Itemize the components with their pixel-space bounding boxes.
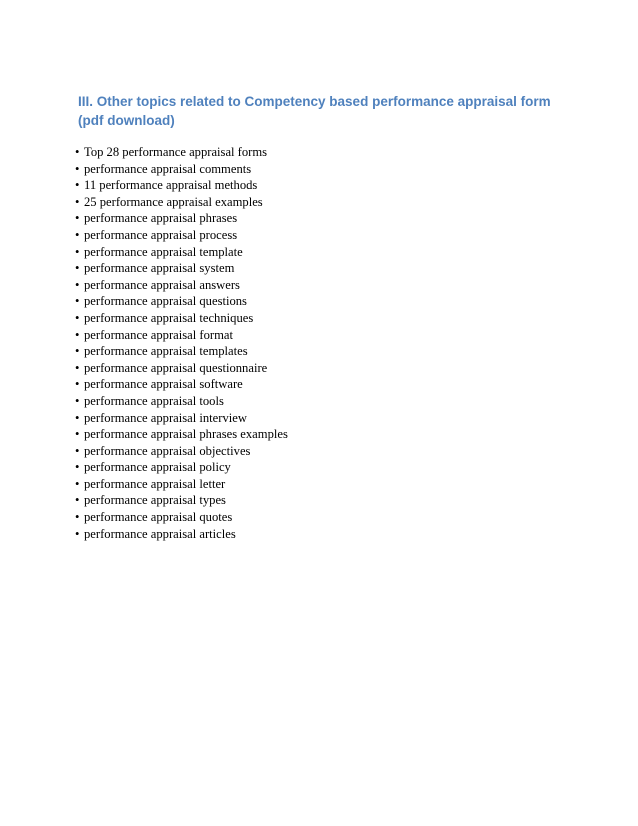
bullet-icon: • <box>75 310 80 325</box>
list-item-text: performance appraisal interview <box>84 410 247 425</box>
list-item <box>75 426 288 443</box>
list-item-text: performance appraisal objectives <box>84 443 251 458</box>
bullet-icon: • <box>75 344 80 359</box>
bullet-icon: • <box>75 211 80 226</box>
bullet-icon: • <box>75 194 80 209</box>
bullet-icon: • <box>75 393 80 408</box>
list-item-text: performance appraisal process <box>84 227 238 242</box>
bullet-icon: • <box>75 510 80 525</box>
list-item <box>75 244 288 261</box>
list-item-text: performance appraisal templates <box>84 344 248 359</box>
list-item-text: Top 28 performance appraisal forms <box>84 145 268 159</box>
list-item <box>75 492 288 509</box>
list-item-text: 11 performance appraisal methods <box>84 178 258 193</box>
bullet-icon: • <box>75 526 80 541</box>
bullet-icon: • <box>75 360 80 375</box>
list-item <box>75 310 288 327</box>
list-item <box>75 161 288 178</box>
list-item <box>75 360 288 377</box>
list-item-text: performance appraisal techniques <box>84 310 254 325</box>
list-item-text: performance appraisal phrases examples <box>84 427 288 442</box>
list-item <box>75 177 288 194</box>
bullet-icon: • <box>75 261 80 276</box>
bullet-icon: • <box>75 493 80 508</box>
list-item <box>75 476 288 493</box>
bullet-icon: • <box>75 476 80 491</box>
list-item <box>75 277 288 294</box>
list-item <box>75 509 288 526</box>
list-item <box>75 260 288 277</box>
list-item <box>75 343 288 360</box>
bullet-icon: • <box>75 327 80 342</box>
list-item-text: performance appraisal software <box>84 377 243 392</box>
list-item-text: performance appraisal articles <box>84 526 236 541</box>
list-item <box>75 144 288 161</box>
list-item-text: performance appraisal template <box>84 244 243 259</box>
list-item <box>75 443 288 460</box>
list-item-text: performance appraisal types <box>84 493 226 508</box>
list-item <box>75 210 288 227</box>
bullet-icon: • <box>75 377 80 392</box>
list-item-text: performance appraisal questions <box>84 294 247 309</box>
list-item-text: performance appraisal quotes <box>84 510 233 525</box>
section-heading: III. Other topics related to Competency based performance appraisal form (pdf download) <box>78 94 551 128</box>
list-item-text: performance appraisal tools <box>84 393 224 408</box>
list-item-text: performance appraisal comments <box>84 161 252 176</box>
topic-list <box>75 144 288 542</box>
bullet-icon: • <box>75 427 80 442</box>
list-item-text: performance appraisal system <box>84 261 235 276</box>
list-item <box>75 526 288 543</box>
list-item <box>75 227 288 244</box>
list-item-text: performance appraisal letter <box>84 476 226 491</box>
bullet-icon: • <box>75 277 80 292</box>
list-item <box>75 459 288 476</box>
bullet-icon: • <box>75 145 80 159</box>
list-item <box>75 194 288 211</box>
list-item <box>75 327 288 344</box>
list-item-text: performance appraisal questionnaire <box>84 360 268 375</box>
list-item-text: 25 performance appraisal examples <box>84 194 263 209</box>
bullet-icon: • <box>75 294 80 309</box>
bullet-icon: • <box>75 460 80 475</box>
bullet-icon: • <box>75 410 80 425</box>
list-item-text: performance appraisal phrases <box>84 211 238 226</box>
bullet-icon: • <box>75 227 80 242</box>
list-item <box>75 393 288 410</box>
bullet-icon: • <box>75 161 80 176</box>
list-item-text: performance appraisal policy <box>84 460 231 475</box>
list-item <box>75 410 288 427</box>
list-item <box>75 376 288 393</box>
list-item-text: performance appraisal answers <box>84 277 240 292</box>
bullet-icon: • <box>75 178 80 193</box>
list-item <box>75 293 288 310</box>
list-item-text: performance appraisal format <box>84 327 233 342</box>
bullet-icon: • <box>75 443 80 458</box>
bullet-icon: • <box>75 244 80 259</box>
